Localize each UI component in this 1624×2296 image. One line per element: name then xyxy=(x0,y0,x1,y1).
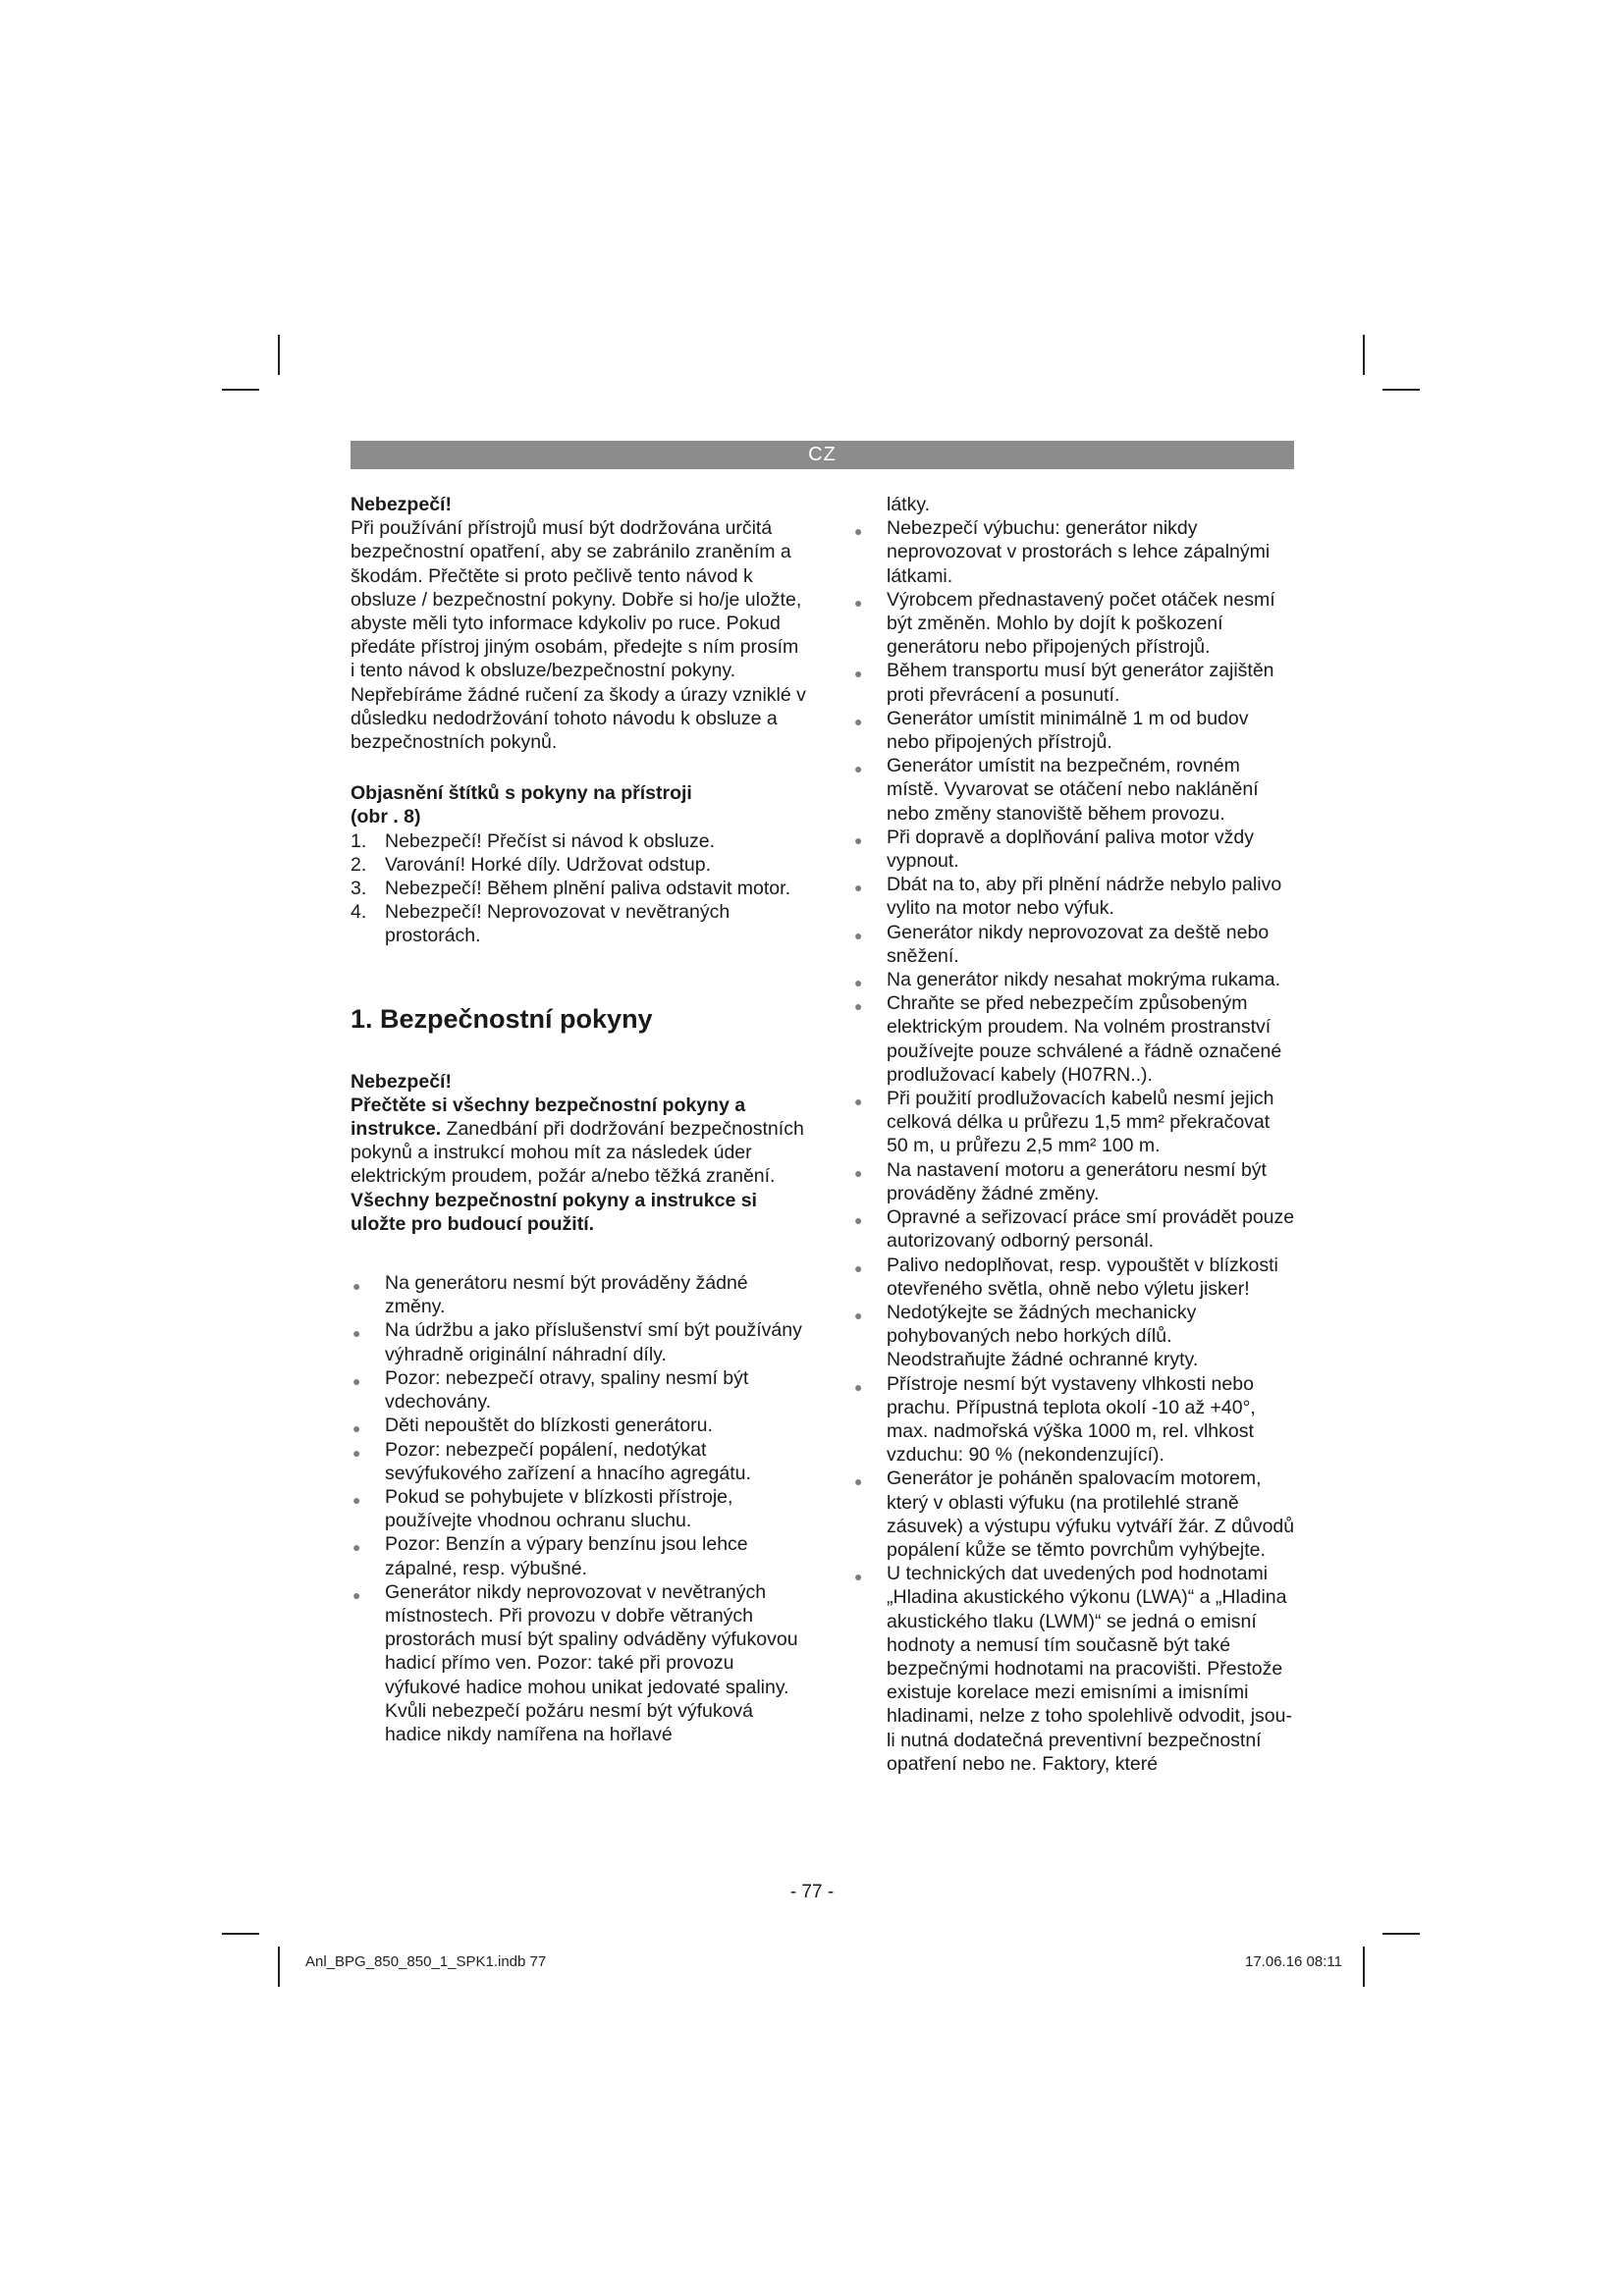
crop-mark-top-left-horizontal xyxy=(222,389,259,391)
bullet-text: Pozor: nebezpečí otravy, spaliny nesmí být vdechovány. xyxy=(385,1366,749,1414)
bullet-text: Generátor je poháněn spalovacím motorem, který v oblasti výfuku (na protilehlé straně zásuvek) a výstupu výfuku vytváří žár. Z důvodů popálení kůže se těmto povrchům vyhýbejte. xyxy=(887,1468,1295,1561)
crop-mark-bottom-right-vertical xyxy=(1363,1947,1365,1987)
list-item xyxy=(852,1562,1296,1776)
list-item xyxy=(852,921,1296,968)
labels-heading-line-2: (obr . 8) xyxy=(351,806,421,828)
bullet-icon: ● xyxy=(854,927,863,943)
section-title: 1. Bezpečnostní pokyny xyxy=(351,1003,653,1034)
bullet-icon: ● xyxy=(352,1539,361,1556)
bullet-text: Palivo nedoplňovat, resp. vypouštět v blízkosti otevřeného světla, ohně nebo výletu jisker! xyxy=(887,1254,1278,1300)
bullet-icon: ● xyxy=(854,594,863,611)
list-item xyxy=(852,1158,1296,1205)
labels-list-item xyxy=(351,853,806,877)
bullet-icon: ● xyxy=(352,1325,361,1342)
bullet-text: Děti nepouštět do blízkosti generátoru. xyxy=(385,1415,713,1437)
bullet-icon: ● xyxy=(352,1372,361,1389)
list-number: 1. xyxy=(351,829,367,852)
list-item xyxy=(351,1532,806,1579)
crop-mark-bottom-left-vertical xyxy=(278,1947,280,1987)
left-column xyxy=(351,493,806,1746)
list-item xyxy=(351,1485,806,1532)
bullet-icon: ● xyxy=(854,1473,863,1490)
bullet-icon: ● xyxy=(352,1491,361,1508)
bullet-text: Přístroje nesmí být vystaveny vlhkosti nebo prachu. Přípustná teplota okolí -10 až +40°, max. nadmořská výška 1000 m, rel. vlhkost vzduchu: 90 % (nekondenzující). xyxy=(887,1372,1256,1467)
list-item xyxy=(852,707,1296,754)
list-item xyxy=(852,659,1296,706)
list-item xyxy=(351,1438,806,1485)
bullet-text: Na generátor nikdy nesahat mokrýma rukama. xyxy=(887,969,1281,991)
footer-file-name: Anl_BPG_850_850_1_SPK1.indb 77 xyxy=(305,1953,547,1970)
danger-heading-2: Nebezpečí! xyxy=(351,1070,452,1093)
language-label: CZ xyxy=(808,444,837,465)
bullet-icon: ● xyxy=(854,1307,863,1323)
crop-mark-bottom-right-horizontal xyxy=(1382,1933,1420,1935)
list-item xyxy=(351,1318,806,1365)
crop-mark-top-right-vertical xyxy=(1363,335,1365,375)
footer-date-time: 17.06.16 08:11 xyxy=(1245,1953,1342,1970)
warning-text: Zanedbání při dodržování bezpečnostních pokynů a instrukcí mohou mít za následek úder elektrickým proudem, požár a/nebo těžká zranění. xyxy=(351,1118,804,1188)
list-item-text: Varování! Horké díly. Udržovat odstup. xyxy=(385,853,712,876)
bullet-text: Během transportu musí být generátor zajištěn proti převrácení a posunutí. xyxy=(887,660,1274,706)
list-number: 3. xyxy=(351,878,367,900)
list-item-text: Nebezpečí! Přečíst si návod k obsluze. xyxy=(385,829,716,852)
warning-bold-lead: Přečtěte si všechny bezpečnostní pokyny a instrukce. xyxy=(351,1094,746,1141)
list-item xyxy=(852,968,1296,991)
bullet-text: Nedotýkejte se žádných mechanicky pohybovaných nebo horkých dílů. Neodstraňujte žádné ochranné kryty. xyxy=(887,1301,1199,1371)
labels-list xyxy=(351,829,806,948)
bullet-icon: ● xyxy=(854,1569,863,1585)
right-column xyxy=(852,493,1296,1776)
labels-list-item xyxy=(351,900,806,947)
list-item xyxy=(852,1467,1296,1562)
safety-bullet-list-right xyxy=(852,516,1296,1776)
bullet-text: Na údržbu a jako příslušenství smí být používány výhradně originální náhradní díly. xyxy=(385,1319,802,1365)
bullet-icon: ● xyxy=(352,1444,361,1461)
bullet-icon: ● xyxy=(854,1094,863,1110)
bullet-text: Dbát na to, aby při plnění nádrže nebylo palivo vylito na motor nebo výfuk. xyxy=(887,874,1282,920)
bullet-text: U technických dat uvedených pod hodnotami „Hladina akustického výkonu (LWA)“ a „Hladina akustického tlaku (LWM)“ se jedná o emisní hodnoty a nemusí tím současně být také bezpečnými hodnotami na pracovišti. Přestože existuje korelace mezi emisními a imisními hladinami, nelze z toho spolehlivě odvodit, jsou-li nutná dodatečná preventivní bezpečnostní opatření nebo ne. Faktory, které xyxy=(887,1563,1292,1775)
bullet-text: Na nastavení motoru a generátoru nesmí být prováděny žádné změny. xyxy=(887,1158,1267,1204)
warning-bold-tail: Všechny bezpečnostní pokyny a instrukce si uložte pro budoucí použití. xyxy=(351,1189,757,1235)
bullet-text: Pokud se pohybujete v blízkosti přístroje, používejte vhodnou ochranu sluchu. xyxy=(385,1485,733,1532)
bullet-text: Generátor nikdy neprovozovat v nevětraných místnostech. Při provozu v dobře větraných prostorách musí být spaliny odváděny výfukovou hadicí přímo ven. Pozor: také při provozu výfukové hadice mohou unikat jedovaté spaliny. Kvůli nebezpečí požáru nesmí být výfuková hadice nikdy namířena na hořlavé xyxy=(385,1580,798,1745)
bullet-text: Chraňte se před nebezpečím způsobeným elektrickým proudem. Na volném prostranství používejte pouze schválené a řádně označené prodlužovací kabely (H07RN..). xyxy=(887,992,1282,1086)
list-item xyxy=(852,1254,1296,1301)
bullet-icon: ● xyxy=(854,761,863,777)
bullet-text: Generátor umístit na bezpečném, rovném místě. Vyvarovat se otáčení nebo naklánění nebo změny stanoviště během provozu. xyxy=(887,755,1259,825)
page-number: - 77 - xyxy=(789,1882,835,1902)
bullet-text: Generátor umístit minimálně 1 m od budov nebo připojených přístrojů. xyxy=(887,707,1249,754)
labels-heading-line-1: Objasnění štítků s pokyny na přístroji xyxy=(351,782,692,805)
list-item xyxy=(852,991,1296,1087)
intro-paragraph: Při používání přístrojů musí být dodržována určitá bezpečnostní opatření, aby se zabránilo zraněním a škodám. Přečtěte si proto pečlivě tento návod k obsluze / bezpečnostní pokyny. Dobře si ho/je uložte, abyste měli tyto informace kdykoliv po ruce. Pokud předáte přístroj jiným osobám, předejte s ním prosím i tento návod k obsluze/bezpečnostní pokyny. Nepřebíráme žádné ručení za škody a úrazy vzniklé v důsledku nedodržování tohoto návodu k obsluze a bezpečnostních pokynů. xyxy=(351,517,806,754)
list-item-text: Nebezpečí! Během plnění paliva odstavit motor. xyxy=(385,878,790,900)
bullet-icon: ● xyxy=(854,975,863,991)
list-item xyxy=(351,1271,806,1318)
list-item xyxy=(351,1414,806,1437)
bullet-text: Nebezpečí výbuchu: generátor nikdy neprovozovat v prostorách s lehce zápalnými látkami. xyxy=(887,517,1271,587)
danger-heading: Nebezpečí! xyxy=(351,494,452,515)
bullet-icon: ● xyxy=(854,880,863,896)
list-item xyxy=(852,588,1296,660)
list-item xyxy=(852,516,1296,588)
bullet-text: Pozor: nebezpečí popálení, nedotýkat sevýfukového zařízení a hnacího agregátu. xyxy=(385,1438,751,1484)
bullet-icon: ● xyxy=(352,1586,361,1603)
bullet-icon: ● xyxy=(854,713,863,729)
labels-list-item xyxy=(351,877,806,900)
bullet-text: Při použití prodlužovacích kabelů nesmí jejich celková délka u průřezu 1,5 mm² překračovat 50 m, u průřezu 2,5 mm² 100 m. xyxy=(887,1088,1274,1157)
language-header-bar xyxy=(351,441,1294,469)
bullet-icon: ● xyxy=(854,1378,863,1395)
crop-mark-top-left-vertical xyxy=(278,335,280,375)
bullet-text: Výrobcem přednastavený počet otáček nesmí být změněn. Mohlo by dojít k poškození generátoru nebo připojených přístrojů. xyxy=(887,588,1275,659)
crop-mark-top-right-horizontal xyxy=(1382,389,1420,391)
list-number: 4. xyxy=(351,901,367,924)
labels-heading xyxy=(351,781,806,828)
bullet-text: Při dopravě a doplňování paliva motor vždy vypnout. xyxy=(887,826,1254,873)
bullet-icon: ● xyxy=(854,831,863,848)
bullet-icon: ● xyxy=(854,1212,863,1229)
list-item xyxy=(852,873,1296,920)
continuation-text: látky. xyxy=(887,494,931,515)
list-item xyxy=(351,1366,806,1414)
list-item-text: Nebezpečí! Neprovozovat v nevětraných prostorách. xyxy=(385,901,731,947)
crop-mark-bottom-left-horizontal xyxy=(222,1933,259,1935)
bullet-icon: ● xyxy=(854,666,863,682)
list-item xyxy=(852,1372,1296,1468)
warning-paragraph xyxy=(351,1094,806,1236)
bullet-text: Pozor: Benzín a výpary benzínu jsou lehce zápalné, resp. výbušné. xyxy=(385,1533,748,1579)
safety-bullet-list-left xyxy=(351,1271,806,1746)
bullet-text: Na generátoru nesmí být prováděny žádné změny. xyxy=(385,1272,748,1318)
list-item xyxy=(852,1301,1296,1372)
list-number: 2. xyxy=(351,853,367,876)
list-item xyxy=(852,1205,1296,1253)
bullet-text: Opravné a seřizovací práce smí provádět pouze autorizovaný odborný personál. xyxy=(887,1206,1295,1253)
list-item xyxy=(852,826,1296,873)
list-item xyxy=(852,1087,1296,1158)
bullet-icon: ● xyxy=(352,1278,361,1295)
bullet-icon: ● xyxy=(854,523,863,540)
list-item xyxy=(852,754,1296,826)
bullet-icon: ● xyxy=(854,1164,863,1181)
bullet-icon: ● xyxy=(854,1259,863,1276)
list-item xyxy=(351,1580,806,1746)
labels-list-item xyxy=(351,829,806,853)
bullet-icon: ● xyxy=(352,1420,361,1437)
bullet-text: Generátor nikdy neprovozovat za deště nebo sněžení. xyxy=(887,921,1270,967)
bullet-icon: ● xyxy=(854,998,863,1015)
